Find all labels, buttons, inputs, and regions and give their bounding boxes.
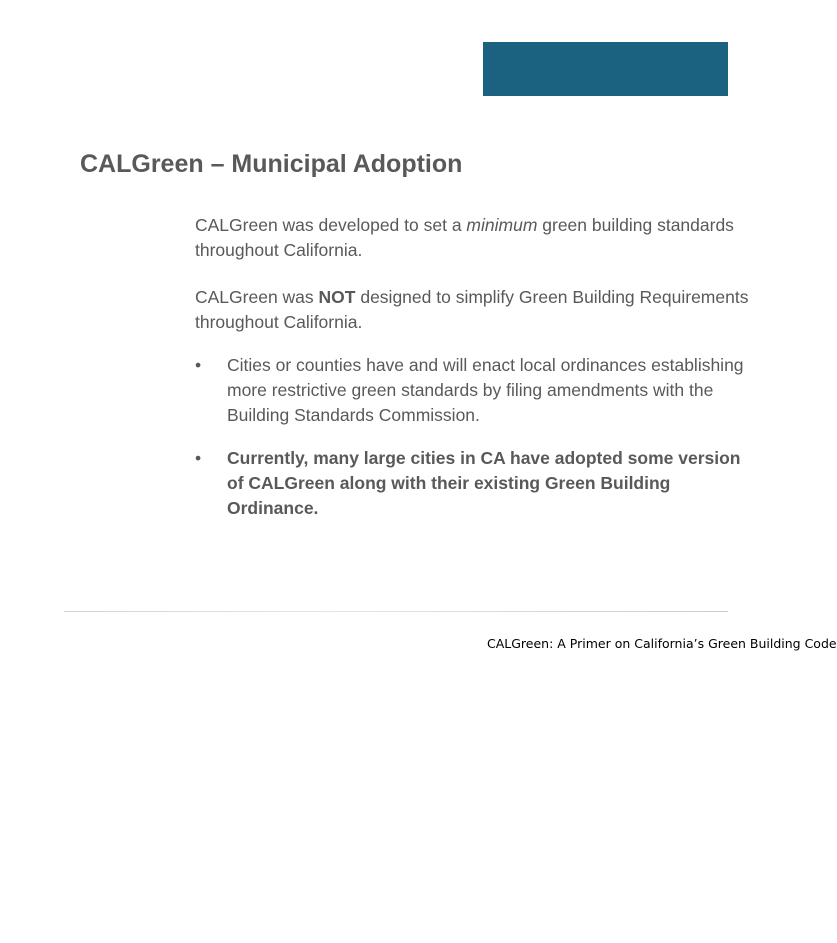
bullet1-line3: Building Standards Commission. [227, 405, 480, 425]
bullet-marker: • [195, 448, 202, 468]
bullet1-line2: more restrictive green standards by filing amendments with the [227, 380, 714, 400]
paragraph1-text-after: green building standards [537, 215, 734, 235]
header-accent-bar [483, 42, 728, 96]
paragraph1-emphasis: minimum [466, 215, 538, 235]
paragraph2-line2: throughout California. [195, 312, 363, 332]
paragraph2-strong: NOT [318, 287, 356, 307]
paragraph-minimum-standards [195, 213, 734, 263]
slide-title: CALGreen – Municipal Adoption [80, 150, 463, 178]
bullet2-line3: Ordinance. [227, 498, 319, 518]
bullet-text [227, 446, 741, 521]
paragraph1-text-before: CALGreen was developed to set a [195, 215, 467, 235]
paragraph2-text-before: CALGreen was [195, 287, 319, 307]
paragraph1-line2: throughout California. [195, 240, 363, 260]
bullet2-line2: of CALGreen along with their existing Green Building [227, 473, 671, 493]
bullet1-line1: Cities or counties have and will enact local ordinances establishing [227, 355, 744, 375]
bullet2-line1: Currently, many large cities in CA have adopted some version [227, 448, 741, 468]
footer-divider [64, 611, 728, 612]
bullet-text [227, 353, 744, 428]
paragraph-not-designed [195, 285, 748, 335]
footer-caption: CALGreen: A Primer on California’s Green Building Code [487, 636, 837, 651]
paragraph2-text-after: designed to simplify Green Building Requirements [355, 287, 749, 307]
bullet-marker: • [195, 355, 202, 375]
